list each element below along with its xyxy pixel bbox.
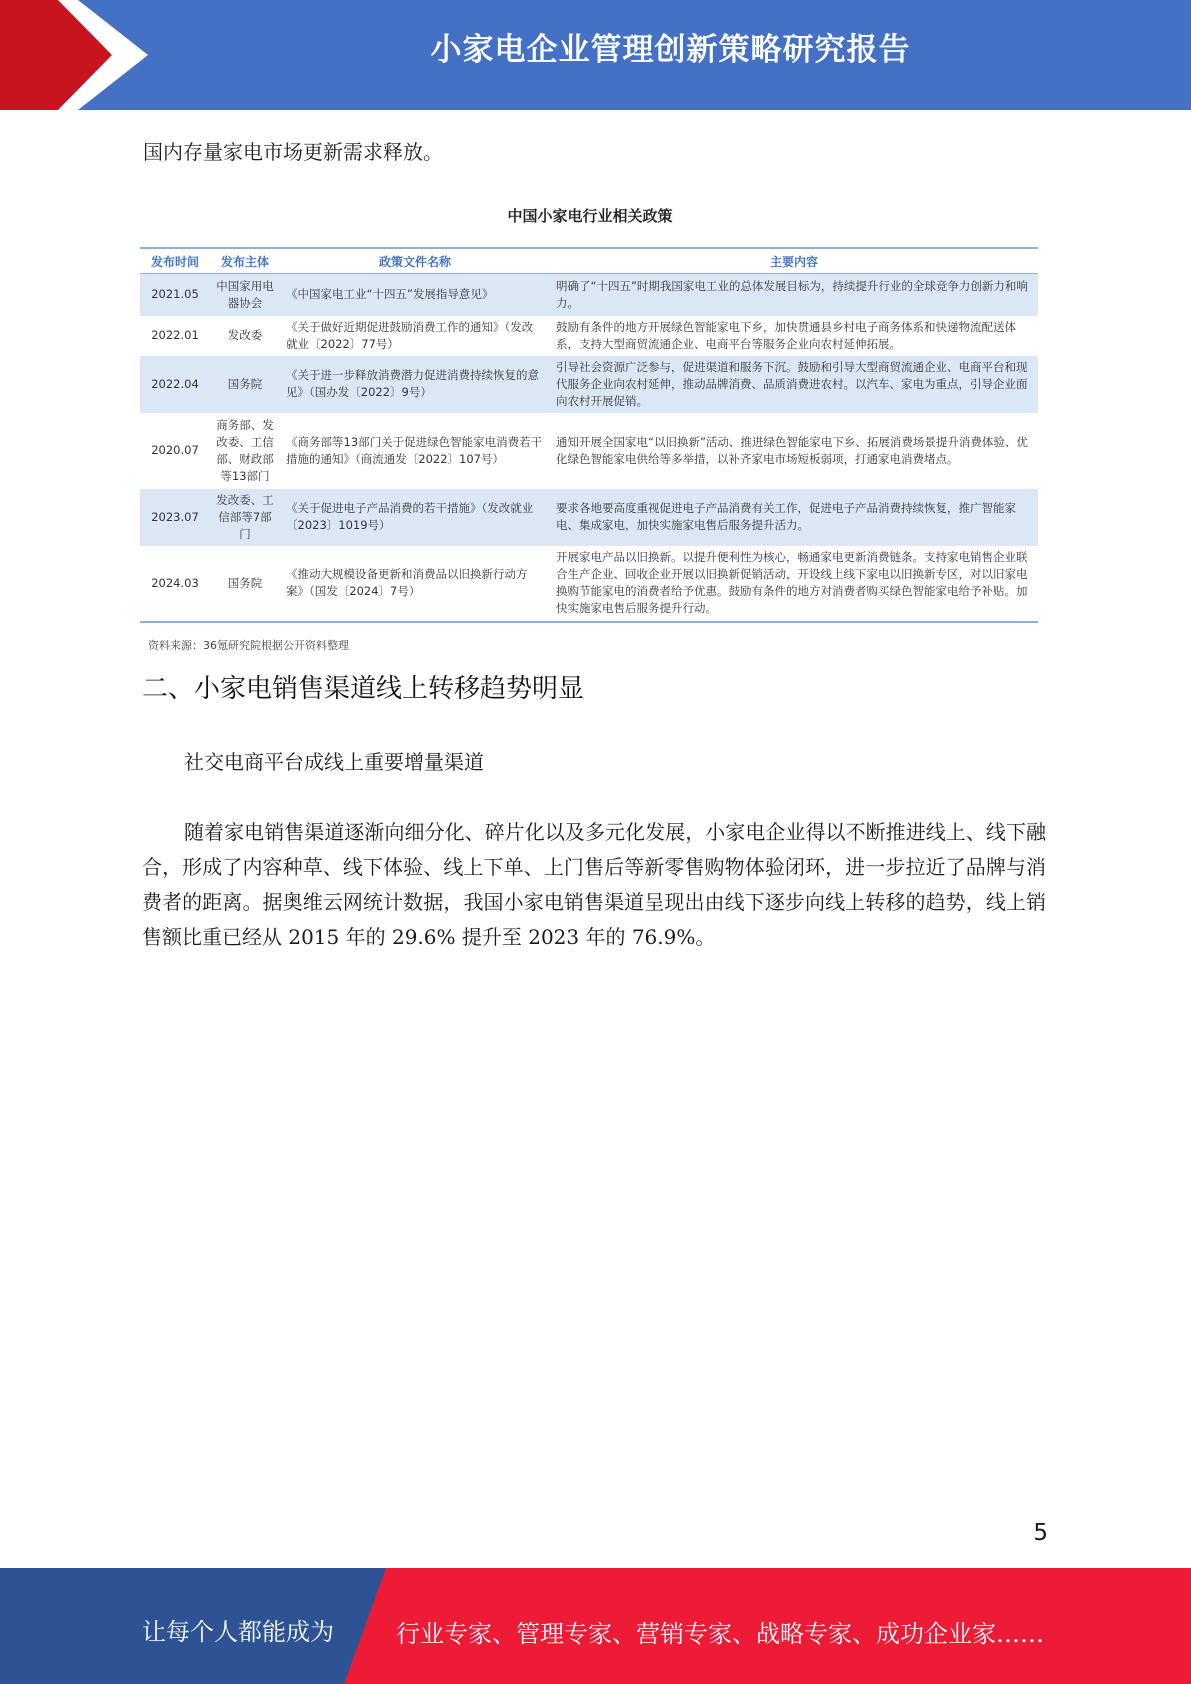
table-cell: 明确了“十四五”时期我国家电工业的总体发展目标为，持续提升行业的全球竞争力创新力和响力。 — [550, 274, 1038, 316]
subheading: 社交电商平台成线上重要增量渠道 — [184, 750, 484, 774]
body-paragraph: 随着家电销售渠道逐渐向细分化、碎片化以及多元化发展，小家电企业得以不断推进线上、线下融合，形成了内容种草、线下体验、线上下单、上门售后等新零售购物体验闭环，进一步拉近了品牌与消费者的距离。据奥维云网统计数据，我国小家电销售渠道呈现出由线下逐步向线上转移的趋势，线上销售额比重已经从 2015 年的 29.6% 提升至 2023 年的 76.9%。 — [142, 820, 1046, 949]
table-cell: 国务院 — [210, 546, 280, 622]
table-cell: 《关于促进电子产品消费的若干措施》（发改就业〔2023〕1019号） — [280, 489, 550, 546]
header-chevron-decoration — [0, 0, 160, 110]
table-cell: 引导社会资源广泛参与，促进渠道和服务下沉。鼓励和引导大型商贸流通企业、电商平台和现代服务企业向农村延伸，推动品牌消费、品质消费进农村。以汽车、家电为重点，引导企业面向农村开展促销。 — [550, 356, 1038, 413]
table-cell: 中国家用电器协会 — [210, 274, 280, 316]
table-cell: 2023.07 — [140, 489, 210, 546]
page-header — [0, 0, 1191, 110]
table-cell: 2024.03 — [140, 546, 210, 622]
column-header: 发布主体 — [210, 248, 280, 274]
figure-title: 中国小家电行业相关政策 — [507, 207, 673, 225]
table-cell: 要求各地要高度重视促进电子产品消费有关工作，促进电子产品消费持续恢复，推广智能家电、集成家电，加快实施家电售后服务提升活力。 — [550, 489, 1038, 546]
table-row — [140, 489, 1038, 546]
column-header: 发布时间 — [140, 248, 210, 274]
table-cell: 商务部、发改委、工信部、财政部等13部门 — [216, 417, 274, 483]
table-cell: 《中国家电工业“十四五”发展指导意见》 — [280, 274, 550, 316]
table-row — [140, 413, 1038, 489]
table-cell: 发改委 — [227, 328, 263, 342]
table-cell: 国务院 — [210, 356, 280, 413]
table-cell: 鼓励有条件的地方开展绿色智能家电下乡，加快贯通县乡村电子商务体系和快递物流配送体系，支持大型商贸流通企业、电商平台等服务企业向农村延伸拓展。 — [556, 319, 1016, 351]
column-header: 政策文件名称 — [280, 248, 550, 274]
column-header: 主要内容 — [550, 248, 1038, 274]
table-cell: 2022.04 — [140, 356, 210, 413]
table-cell: 《推动大规模设备更新和消费品以旧换新行动方案》（国发〔2024〕7号） — [280, 546, 550, 622]
footer-slogan-right: 行业专家、管理专家、营销专家、战略专家、成功企业家…… — [396, 1620, 1044, 1648]
table-row — [140, 546, 1038, 622]
table-header-row — [140, 248, 1038, 274]
section-heading: 二、小家电销售渠道线上转移趋势明显 — [142, 674, 585, 704]
policy-figure — [140, 205, 1040, 653]
table-row — [140, 316, 1038, 356]
table-cell: 2020.07 — [151, 443, 199, 457]
table-cell: 发改委、工信部等7部门 — [210, 489, 280, 546]
table-cell: 《商务部等13部门关于促进绿色智能家电消费若干措施的通知》（商流通发〔2022〕107号） — [286, 434, 543, 466]
table-cell: 《关于进一步释放消费潜力促进消费持续恢复的意见》（国办发〔2022〕9号） — [280, 356, 550, 413]
page-number: 5 — [1033, 1520, 1048, 1546]
table-cell: 2021.05 — [140, 274, 210, 316]
intro-text: 国内存量家电市场更新需求释放。 — [143, 140, 443, 164]
table-cell: 开展家电产品以旧换新。以提升便利性为核心，畅通家电更新消费链条。支持家电销售企业联合生产企业、回收企业开展以旧换新促销活动，开设线上线下家电以旧换新专区，对以旧家电换购节能家电的消费者给予优惠。鼓励有条件的地方对消费者购买绿色智能家电给予补贴。加快实施家电售后服务提升行动。 — [550, 546, 1038, 622]
table-row — [140, 274, 1038, 316]
table-cell: 通知开展全国家电“以旧换新”活动、推进绿色智能家电下乡、拓展消费场景提升消费体验、优化绿色智能家电供给等多举措，以补齐家电市场短板弱项，打通家电消费堵点。 — [556, 434, 1028, 466]
figure-source-note: 资料来源：36氪研究院根据公开资料整理 — [148, 638, 349, 652]
table-cell: 2022.01 — [151, 328, 199, 342]
policy-table — [140, 247, 1038, 623]
table-row — [140, 356, 1038, 413]
report-title: 小家电企业管理创新策略研究报告 — [430, 32, 911, 68]
table-cell: 《关于做好近期促进鼓励消费工作的通知》（发改就业〔2022〕77号） — [286, 319, 534, 351]
footer-slogan-left: 让每个人都能成为 — [142, 1618, 334, 1646]
